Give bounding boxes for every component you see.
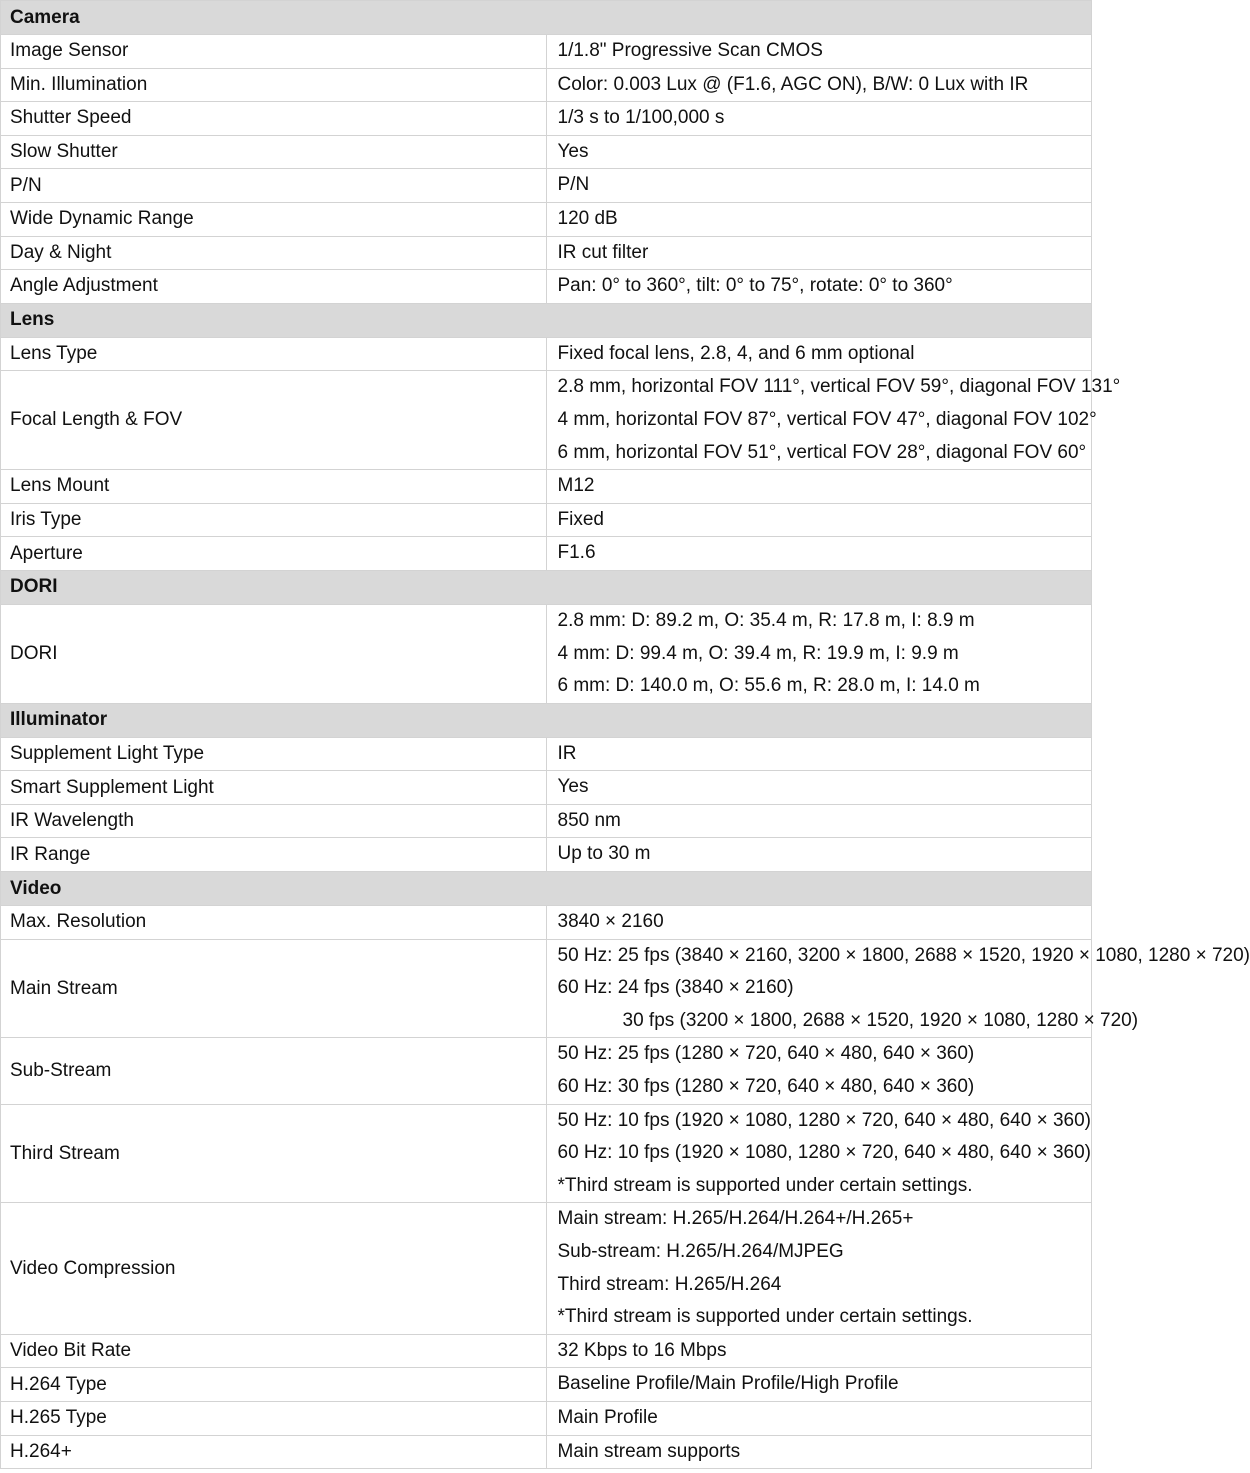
spec-label: Main Stream [1,939,547,1038]
spec-value-cell [546,337,1092,371]
spec-row [1,771,1092,805]
spec-value: 4 mm: D: 99.4 m, O: 39.4 m, R: 19.9 m, I: 9.9 m [557,642,959,664]
spec-value: IR cut filter [557,241,649,263]
spec-value-cell [546,135,1092,169]
spec-value: 50 Hz: 25 fps (1280 × 720, 640 × 480, 640 × 360) [557,1043,975,1065]
spec-value-cell [546,202,1092,236]
spec-label: Wide Dynamic Range [1,202,547,236]
spec-label: Slow Shutter [1,135,547,169]
spec-value: *Third stream is supported under certain settings. [557,1174,973,1196]
spec-label: Shutter Speed [1,102,547,136]
spec-row [1,939,1092,1038]
spec-value: 850 nm [557,809,621,831]
section-header-row [1,703,1092,737]
spec-value: 60 Hz: 10 fps (1920 × 1080, 1280 × 720, 640 × 480, 640 × 360) [557,1142,1091,1164]
section-title: Illuminator [1,703,1092,737]
spec-label: Image Sensor [1,35,547,69]
spec-value: Baseline Profile/Main Profile/High Profile [557,1373,899,1395]
spec-row [1,1334,1092,1368]
spec-value: M12 [557,475,595,497]
spec-label: H.264+ [1,1435,547,1469]
spec-value-cell [546,236,1092,270]
spec-row [1,503,1092,537]
spec-row [1,371,1092,470]
spec-value-cell [546,371,1121,470]
spec-value-cell [546,537,1092,571]
spec-value-cell [546,1435,1092,1469]
spec-value-cell [546,169,1092,203]
spec-row [1,35,1092,69]
spec-value: Yes [557,140,589,162]
spec-value: 6 mm, horizontal FOV 51°, vertical FOV 28°, diagonal FOV 60° [557,441,1087,463]
section-header-row [1,570,1092,604]
spec-label: Third Stream [1,1104,547,1203]
spec-value-cell [546,68,1092,102]
spec-value: 2.8 mm, horizontal FOV 111°, vertical FOV 59°, diagonal FOV 131° [557,376,1121,398]
spec-row [1,1368,1092,1402]
spec-value: 60 Hz: 30 fps (1280 × 720, 640 × 480, 640 × 360) [557,1076,975,1098]
spec-row [1,337,1092,371]
spec-label: Lens Type [1,337,547,371]
spec-value-cell [546,1334,1092,1368]
spec-row [1,270,1092,304]
spec-label: IR Wavelength [1,804,547,838]
section-header-row [1,1,1092,35]
spec-row [1,68,1092,102]
spec-value-cell [546,939,1250,1038]
section-title: Lens [1,303,1092,337]
section-title: Camera [1,1,1092,35]
spec-value: Yes [557,776,589,798]
spec-label: Day & Night [1,236,547,270]
spec-value: 6 mm: D: 140.0 m, O: 55.6 m, R: 28.0 m, I: 14.0 m [557,675,980,697]
spec-value-cell [546,503,1092,537]
spec-value: 30 fps (3200 × 1800, 2688 × 1520, 1920 × 1080, 1280 × 720) [622,1009,1139,1031]
spec-value: Color: 0.003 Lux @ (F1.6, AGC ON), B/W: 0 Lux with IR [557,73,1029,95]
spec-value: P/N [557,174,590,196]
spec-label: Lens Mount [1,470,547,504]
spec-value: Third stream: H.265/H.264 [557,1273,782,1295]
spec-row [1,102,1092,136]
spec-row [1,169,1092,203]
spec-label: DORI [1,604,547,703]
spec-row [1,838,1092,872]
spec-value-cell [546,102,1092,136]
spec-label: Min. Illumination [1,68,547,102]
section-title: DORI [1,570,1092,604]
spec-row [1,1038,1092,1104]
spec-value-cell [546,1368,1092,1402]
spec-value: Fixed [557,508,604,530]
spec-label: Max. Resolution [1,906,547,940]
spec-value: 120 dB [557,207,618,229]
spec-value-cell [546,906,1092,940]
spec-value-cell [546,1203,1092,1334]
spec-value: Main stream supports [557,1440,741,1462]
spec-value: 3840 × 2160 [557,911,664,933]
spec-table-body [1,1,1250,1469]
spec-value: Up to 30 m [557,843,651,865]
spec-value: 60 Hz: 24 fps (3840 × 2160) [557,977,794,999]
spec-label: Aperture [1,537,547,571]
spec-value: *Third stream is supported under certain settings. [557,1306,973,1328]
spec-row [1,906,1092,940]
spec-value-cell [546,1038,1092,1104]
spec-value: F1.6 [557,542,596,564]
spec-value-cell [546,804,1092,838]
spec-row [1,135,1092,169]
spec-row [1,1203,1092,1334]
spec-value: 1/3 s to 1/100,000 s [557,107,725,129]
spec-row [1,537,1092,571]
spec-value-cell [546,737,1092,771]
spec-label: Focal Length & FOV [1,371,547,470]
spec-value-cell [546,604,1092,703]
spec-value: Pan: 0° to 360°, tilt: 0° to 75°, rotate: 0° to 360° [557,275,953,297]
spec-label: H.264 Type [1,1368,547,1402]
spec-row [1,236,1092,270]
spec-row [1,737,1092,771]
spec-label: Smart Supplement Light [1,771,547,805]
spec-label: Supplement Light Type [1,737,547,771]
spec-row [1,1435,1092,1469]
section-header-row [1,872,1092,906]
spec-label: IR Range [1,838,547,872]
spec-value: 50 Hz: 10 fps (1920 × 1080, 1280 × 720, 640 × 480, 640 × 360) [557,1109,1091,1131]
spec-value-cell [546,771,1092,805]
spec-value: Sub-stream: H.265/H.264/MJPEG [557,1241,844,1262]
spec-row [1,470,1092,504]
spec-label: Angle Adjustment [1,270,547,304]
spec-value-cell [546,270,1092,304]
spec-value: Main Profile [557,1406,658,1428]
spec-label: P/N [1,169,547,203]
spec-value: 1/1.8" Progressive Scan CMOS [557,40,823,61]
spec-value-cell [546,1401,1092,1435]
spec-row [1,804,1092,838]
spec-row [1,202,1092,236]
spec-value: Main stream: H.265/H.264/H.264+/H.265+ [557,1208,914,1230]
spec-value-cell [546,1104,1092,1203]
spec-value-cell [546,470,1092,504]
section-header-row [1,303,1092,337]
spec-row [1,1104,1092,1203]
spec-value: 4 mm, horizontal FOV 87°, vertical FOV 47°, diagonal FOV 102° [557,408,1097,430]
spec-value: 50 Hz: 25 fps (3840 × 2160, 3200 × 1800, 2688 × 1520, 1920 × 1080, 1280 × 720) [557,944,1250,966]
spec-label: Iris Type [1,503,547,537]
spec-value: 32 Kbps to 16 Mbps [557,1339,727,1361]
spec-row [1,604,1092,703]
spec-label: Video Bit Rate [1,1334,547,1368]
spec-label: Video Compression [1,1203,547,1334]
spec-label: H.265 Type [1,1401,547,1435]
spec-row [1,1401,1092,1435]
spec-value-cell [546,838,1092,872]
spec-value: 2.8 mm: D: 89.2 m, O: 35.4 m, R: 17.8 m, I: 8.9 m [557,609,975,631]
section-title: Video [1,872,1092,906]
spec-label: Sub-Stream [1,1038,547,1104]
spec-value-cell [546,35,1092,69]
spec-value: Fixed focal lens, 2.8, 4, and 6 mm optional [557,342,915,364]
spec-value: IR [557,742,577,764]
